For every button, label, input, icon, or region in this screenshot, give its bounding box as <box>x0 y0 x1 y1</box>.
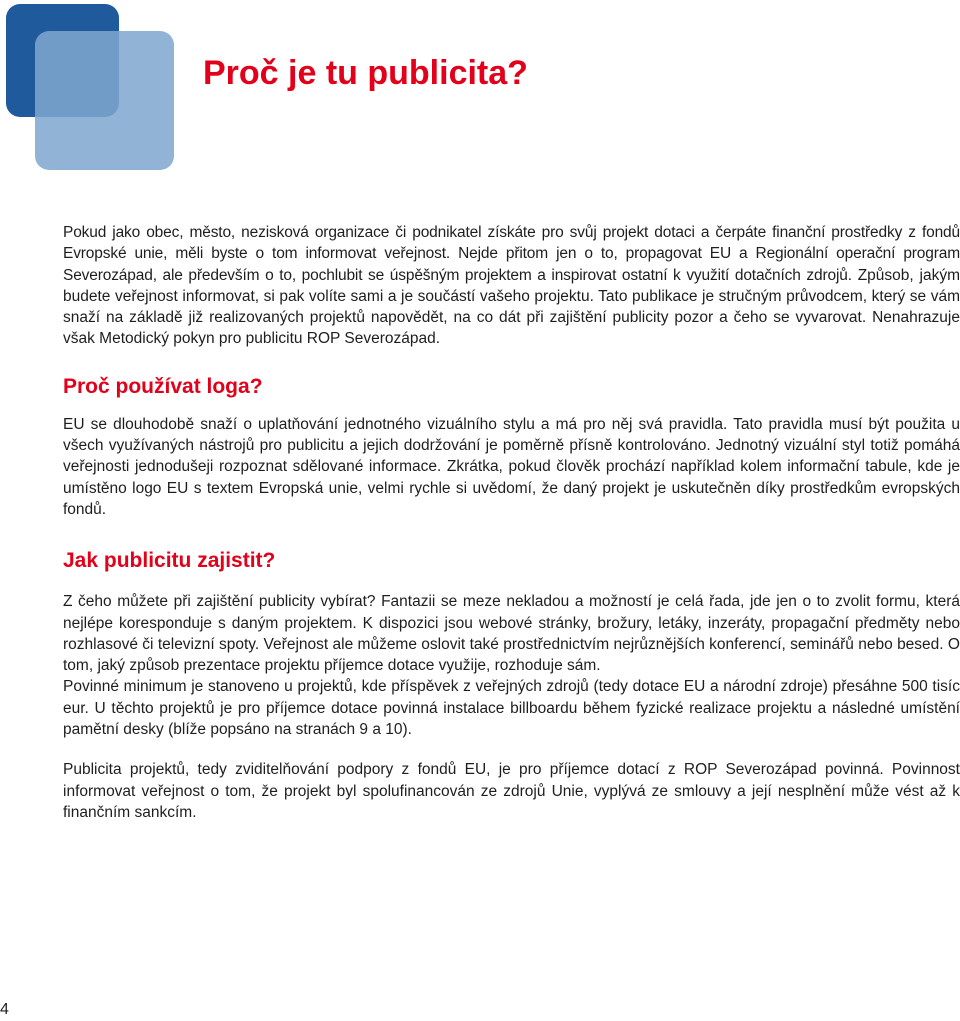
page-content <box>63 222 960 823</box>
logos-paragraph: EU se dlouhodobě snaží o uplatňování jednotného vizuálního stylu a má pro něj svá pravidla. Tato pravidla musí být použita u všech využívaných nástrojů pro publicitu a jejich dodržování je poměrně přísně kontrolováno. Jednotný vizuální styl totiž pomáhá veřejnosti jednodušeji rozpoznat sdělované informace. Zkrátka, pokud člověk prochází například kolem informační tabule, kde je umístěno logo EU s textem Evropská unie, velmi rychle si uvědomí, že daný projekt je uskutečněn díky prostředkům evropských fondů. <box>63 415 960 518</box>
intro-text-part-1: Pokud jako obec, město, nezisková organizace či podnikatel získáte pro svůj projekt dotaci a čerpáte finanční prostředky z fondů Evropské unie, měli byste o tom informovat veřejnost. Nejde přitom jen o to, propagovat EU a Regionální operační program Severozápad, ale především o to, pochlubit se úspěšným projektem a inspirovat ostatní k využití dotačních zdrojů. <box>63 224 960 284</box>
ensure-paragraph-3: Publicita projektů, tedy zviditelňování podpory z fondů EU, je pro příjemce dotací z ROP Severozápad povinná. Povinnost informovat veřejnost o tom, že projekt byl spolufinancován ze zdrojů Unie, vyplývá ze smlouvy a její nesplnění může vést až k finančním sankcím. <box>63 761 960 821</box>
intro-text-part-2: Způsob, jakým budete veřejnost informovat, si pak volíte sami a je součástí vašeho projektu. Tato publikace je stručným průvodcem, který se vám snaží na základě již realizovaných projektů napovědět, na co dát při zajištění publicity pozor a čeho se vyvarovat. Nenahrazuje však Metodický pokyn pro publicitu ROP Severozápad. <box>63 266 960 348</box>
page-number: 4 <box>0 1001 9 1018</box>
decorative-square-light <box>35 31 174 170</box>
ensure-paragraph-2: Povinné minimum je stanoveno u projektů, kde příspěvek z veřejných zdrojů (tedy dotace EU a národní zdroje) přesáhne 500 tisíc eur. U těchto projektů je pro příjemce dotace povinná instalace billboardu během fyzické realizace projektu a následné umístění pamětní desky (blíže popsáno na stranách 9 a 10). <box>63 678 960 739</box>
section-heading-logos: Proč používat loga? <box>63 374 263 398</box>
page-title: Proč je tu publicita? <box>203 54 528 92</box>
intro-paragraph <box>63 222 960 350</box>
ensure-paragraph-1: Z čeho můžete při zajištění publicity vybírat? Fantazii se meze nekladou a možností je celá řada, jde jen o to zvolit formu, která nejlépe koresponduje s daným projektem. K dispozici jsou webové stránky, brožury, letáky, inzeráty, propagační předměty nebo rozhlasové či televizní spoty. Veřejnost ale můžeme oslovit také prostřednictvím nejrůznějších konferencí, seminářů nebo besed. O tom, jaký způsob prezentace projektu příjemce dotace využije, rozhoduje sám. <box>63 593 960 675</box>
section-heading-ensure: Jak publicitu zajistit? <box>63 549 276 573</box>
